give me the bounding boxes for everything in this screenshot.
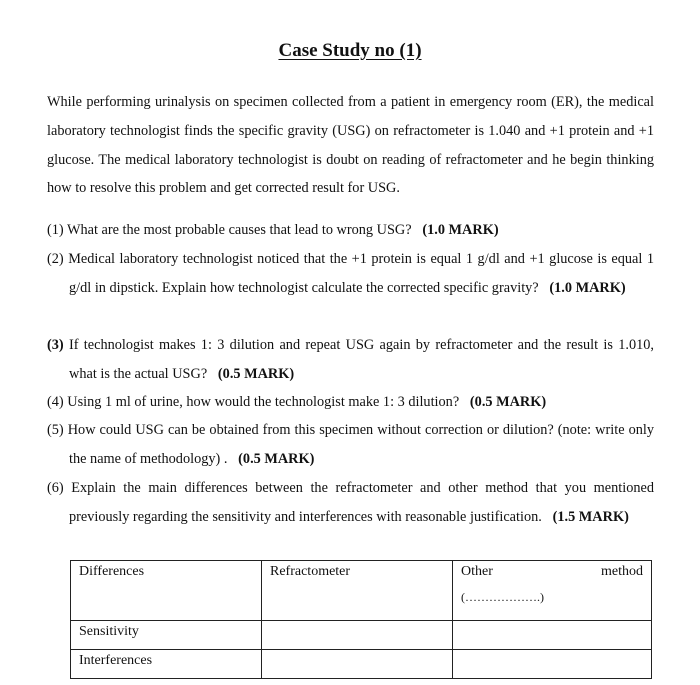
cell-interferences-refractometer	[262, 650, 453, 679]
table-header-row	[71, 561, 652, 621]
other-method-blank: (……………….)	[461, 590, 544, 604]
header-differences: Differences	[71, 561, 262, 621]
comparison-table	[70, 560, 652, 679]
question-3: (3) If technologist makes 1: 3 dilution and repeat USG again by refractometer and the result is 1.010, what is the actual USG? (0.5 MARK)	[47, 337, 654, 382]
table-row	[71, 621, 652, 650]
row-label-sensitivity: Sensitivity	[71, 621, 262, 650]
table-row	[71, 650, 652, 679]
cell-sensitivity-other	[453, 621, 652, 650]
cell-interferences-other	[453, 650, 652, 679]
row-label-interferences: Interferences	[71, 650, 262, 679]
header-refractometer: Refractometer	[262, 561, 453, 621]
question-1: (1) What are the most probable causes that lead to wrong USG? (1.0 MARK)	[47, 222, 499, 238]
question-2: (2) Medical laboratory technologist noticed that the +1 protein is equal 1 g/dl and +1 glucose is equal 1 g/dl in dipstick. Explain how technologist calculate the corrected specific gravity? (1.0 MARK)	[47, 251, 654, 296]
question-4: (4) Using 1 ml of urine, how would the technologist make 1: 3 dilution? (0.5 MARK)	[47, 394, 547, 410]
question-5: (5) How could USG can be obtained from this specimen without correction or dilution? (note: write only the name of methodology) . (0.5 MARK)	[47, 422, 654, 467]
page-title: Case Study no (1)	[278, 40, 422, 61]
question-6: (6) Explain the main differences between the refractometer and other method that you mentioned previously regarding the sensitivity and interferences with reasonable justification. (1.5 MARK)	[47, 480, 655, 525]
header-other-method: Other method (……………….)	[453, 561, 652, 621]
cell-sensitivity-refractometer	[262, 621, 453, 650]
case-intro: While performing urinalysis on specimen collected from a patient in emergency room (ER), the medical laboratory technologist finds the specific gravity (USG) on refractometer is 1.040 and +1 protein and +1 glucose. The medical laboratory technologist is doubt on reading of refractometer and he begin thinking how to resolve this problem and get corrected result for USG.	[47, 94, 654, 197]
